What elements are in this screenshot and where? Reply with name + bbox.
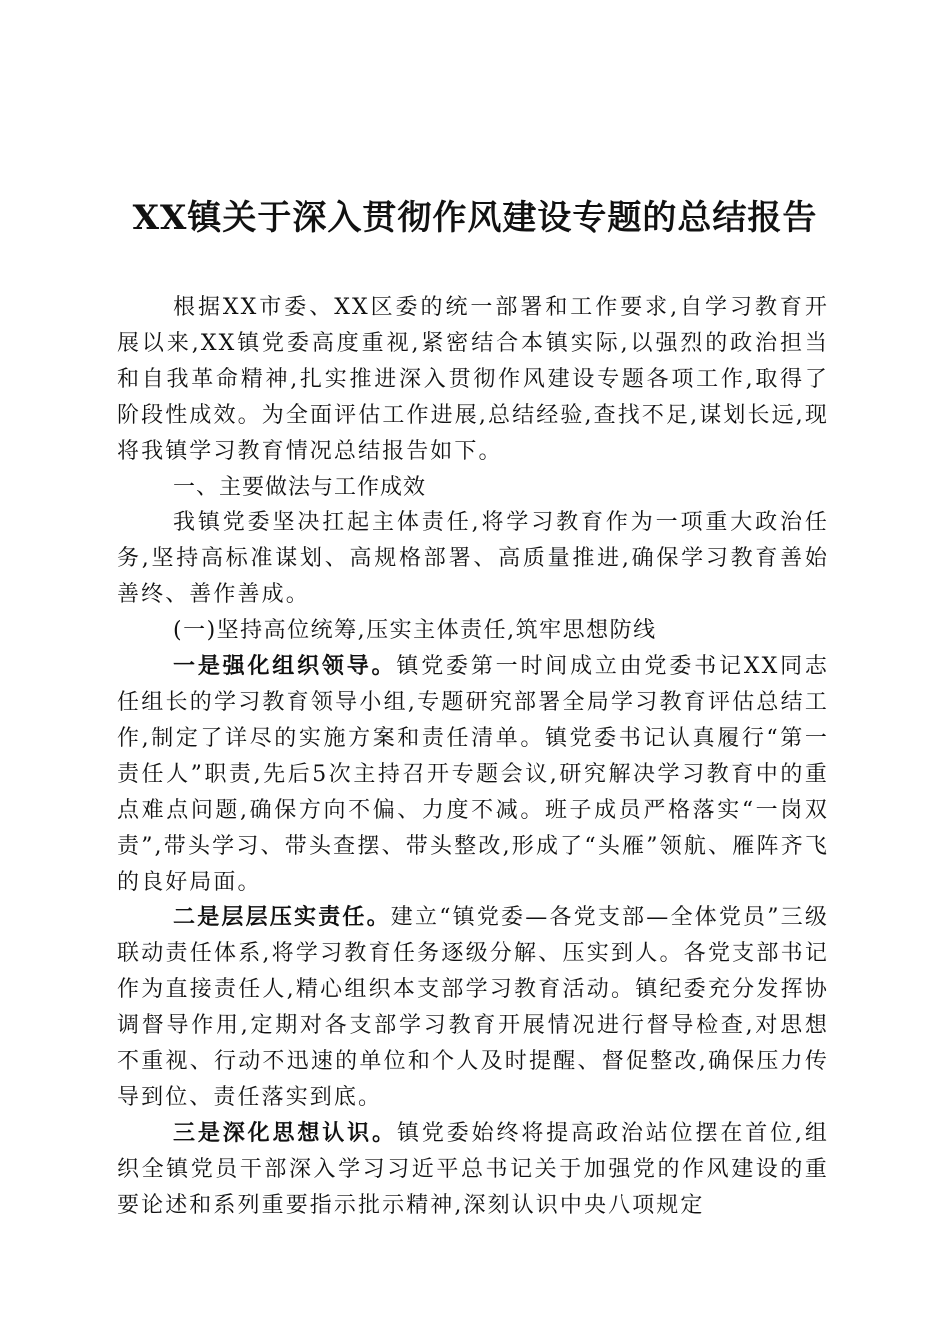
point-text-2: 建立“镇党委—各党支部—全体党员”三级联动责任体系,将学习教育任务逐级分解、压实到人。各党支部书记作为直接责任人,精心组织本支部学习教育活动。镇纪委充分发挥协调督导作用,定期对各支部学习教育开展情况进行督导检查,对思想不重视、行动不迅速的单位和个人及时提醒、督促整改,确保压力传导到位、责任落实到底。 [117,905,829,1110]
subsection-heading-1: (一)坚持高位统筹,压实主体责任,筑牢思想防线 [173,618,657,644]
point-text-3: 镇党委始终将提高政治站位摆在首位,组织全镇党员干部深入学习习近平总书记关于加强党的作风建设的重要论述和系列重要指示批示精神,深刻认识中央八项规定 [117,1120,830,1218]
point-lead-3: 三是深化思想认识。 [173,1119,397,1146]
document-title: XX镇关于深入贯彻作风建设专题的总结报告 [132,198,818,238]
section-summary-paragraph: 我镇党委坚决扛起主体责任,将学习教育作为一项重大政治任务,坚持高标准谋划、高规格部署、高质量推进,确保学习教育善始善终、善作善成。 [117,510,829,608]
section-heading-1: 一、主要做法与工作成效 [173,474,427,500]
point-paragraph-3 [117,1116,829,1224]
point-text-1: 镇党委第一时间成立由党委书记XX同志任组长的学习教育领导小组,专题研究部署全局学习教育评估总结工作,制定了详尽的实施方案和责任清单。镇党委书记认真履行“第一责任人”职责,先后5次主持召开专题会议,研究解决学习教育中的重点难点问题,确保方向不偏、力度不减。班子成员严格落实“一岗双责”,带头学习、带头查摆、带头整改,形成了“头雁”领航、雁阵齐飞的良好局面。 [117,654,829,895]
point-paragraph-2 [117,900,829,1115]
document-body [117,290,829,1224]
point-lead-2: 二是层层压实责任。 [173,904,391,931]
intro-paragraph: 根据XX市委、XX区委的统一部署和工作要求,自学习教育开展以来,XX镇党委高度重视,紧密结合本镇实际,以强烈的政治担当和自我革命精神,扎实推进深入贯彻作风建设专题各项工作,取得了阶段性成效。为全面评估工作进展,总结经验,查找不足,谋划长远,现将我镇学习教育情况总结报告如下。 [117,295,829,464]
point-lead-1: 一是强化组织领导。 [173,653,397,680]
point-paragraph-1 [117,649,829,900]
